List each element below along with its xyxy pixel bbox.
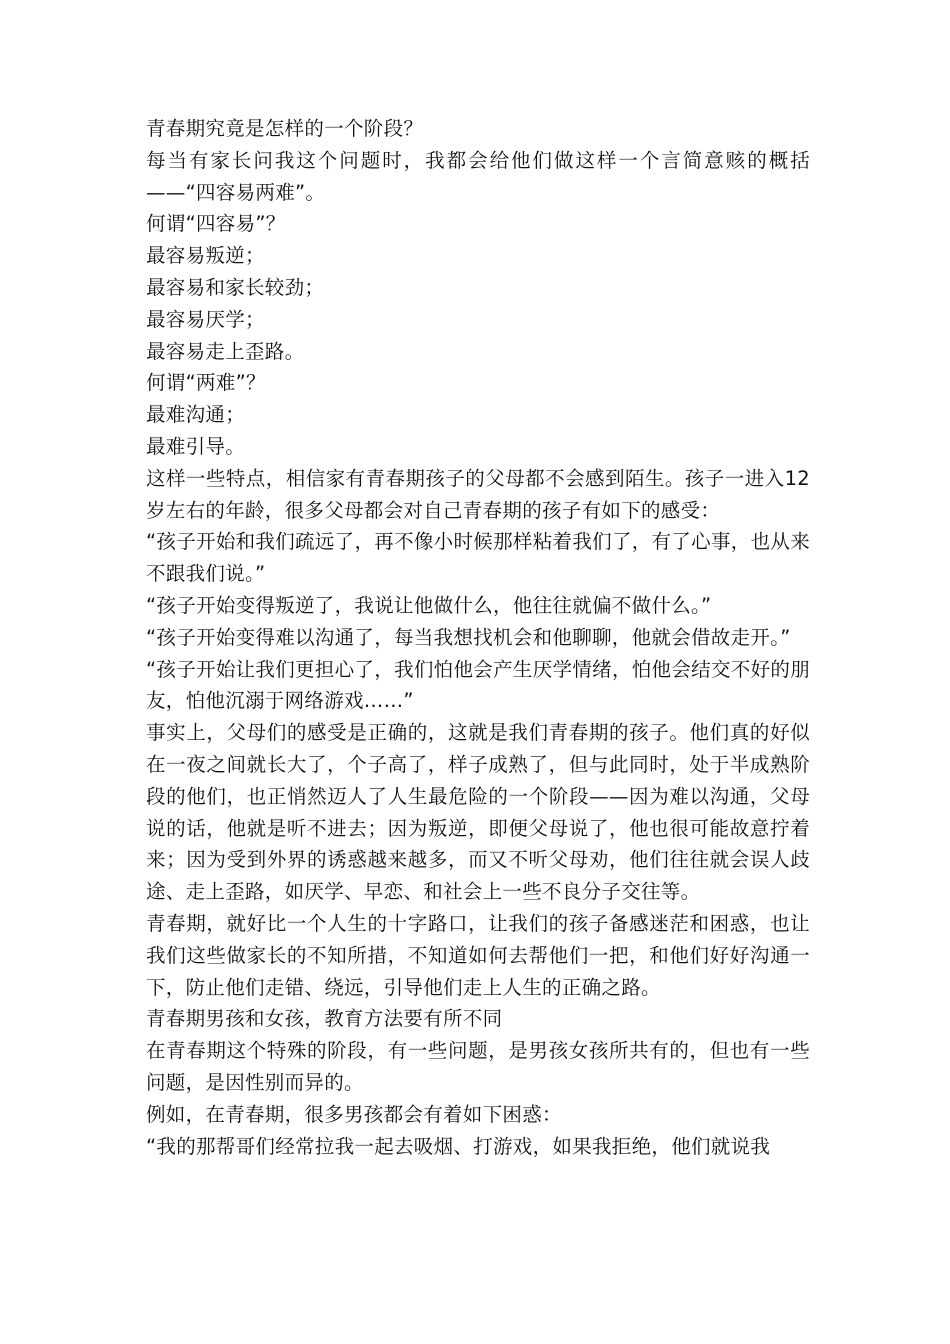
paragraph-four-easy-heading: 何谓“四容易”？ bbox=[146, 212, 286, 236]
list-item-study-aversion: 最容易厌学； bbox=[146, 307, 265, 331]
paragraph-in-fact: 事实上，父母们的感受是正确的，这就是我们青春期的孩子。他们真的好似在一夜之间就长大了，个子高了，样子成熟了，但与此同时，处于半成熟阶段的他们，也正悄然迈人了人生最危险的一个阶段——因为难以沟通，父母说的话，他就是听不进去；因为叛逆，即便父母说了，他也很可能故意拧着来；因为受到外界的诱惑越来越多，而又不听父母劝，他们往往就会误人歧途、走上歪路，如厌学、早恋、和社会上一些不良分子交往等。 bbox=[146, 721, 810, 904]
quote-worry: “孩子开始让我们更担心了，我们怕他会产生厌学情绪，怕他会结交不好的朋友，怕他沉溺于网络游戏……” bbox=[146, 657, 810, 713]
quote-distant: “孩子开始和我们疏远了，再不像小时候那样粘着我们了，有了心事，也从来不跟我们说。” bbox=[146, 530, 810, 586]
paragraph-parent-feelings-intro: 这样一些特点，相信家有青春期孩子的父母都不会感到陌生。孩子一进入12岁左右的年龄，很多父母都会对自己青春期的孩子有如下的感受： bbox=[146, 466, 810, 522]
paragraph-two-hard-heading: 何谓“两难”？ bbox=[146, 371, 266, 395]
list-item-rebel: 最容易叛逆； bbox=[146, 244, 265, 268]
paragraph-boys-example: 例如，在青春期，很多男孩都会有着如下困惑： bbox=[146, 1102, 562, 1126]
quote-rebellious: “孩子开始变得叛逆了，我说让他做什么，他往往就偏不做什么。” bbox=[146, 593, 712, 617]
list-item-wrong-path: 最容易走上歪路。 bbox=[146, 339, 305, 363]
quote-boys-peer-pressure: “我的那帮哥们经常拉我一起去吸烟、打游戏，如果我拒绝，他们就说我 bbox=[146, 1134, 771, 1158]
paragraph-gender-difference: 在青春期这个特殊的阶段，有一些问题，是男孩女孩所共有的，但也有一些问题，是因性别而异的。 bbox=[146, 1039, 810, 1094]
section-heading-boys-girls: 青春期男孩和女孩，教育方法要有所不同 bbox=[146, 1007, 503, 1031]
paragraph-question-title: 青春期究竟是怎样的一个阶段？ bbox=[146, 117, 424, 140]
document-page bbox=[146, 113, 810, 1162]
list-item-argue: 最容易和家长较劲； bbox=[146, 275, 325, 299]
paragraph-summary: 每当有家长问我这个问题时，我都会给他们做这样一个言简意赅的概括——“四容易两难”。 bbox=[146, 148, 810, 204]
quote-hard-to-talk: “孩子开始变得难以沟通了，每当我想找机会和他聊聊，他就会借故走开。” bbox=[146, 625, 791, 649]
list-item-hard-guide: 最难引导。 bbox=[146, 434, 246, 458]
paragraph-crossroads: 青春期，就好比一个人生的十字路口，让我们的孩子备感迷茫和困惑，也让我们这些做家长的不知所措，不知道如何去帮他们一把，和他们好好沟通一下，防止他们走错、绕远，引导他们走上人生的正确之路。 bbox=[146, 911, 810, 999]
list-item-hard-communicate: 最难沟通； bbox=[146, 403, 246, 427]
